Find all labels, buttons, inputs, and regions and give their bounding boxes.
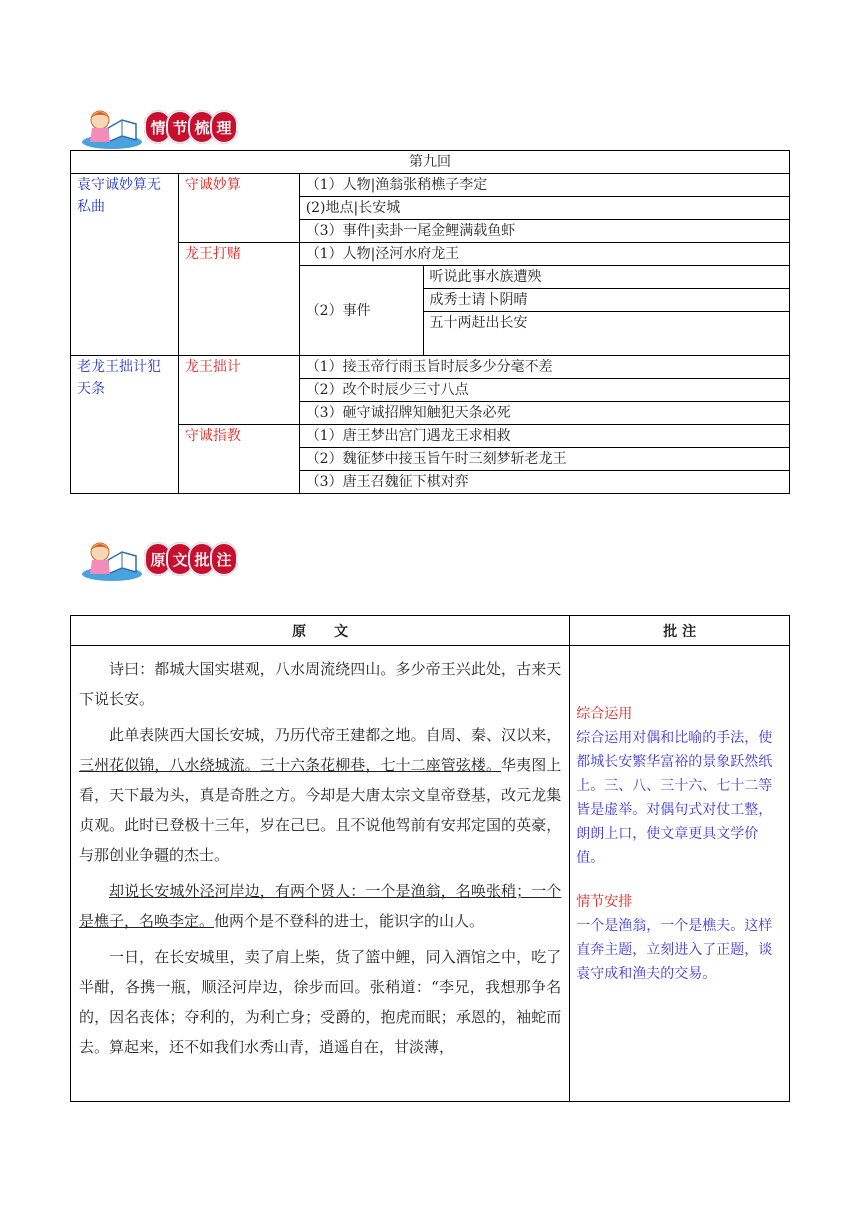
underlined-text: 却说长安城外泾河岸边，有两个贤人：一个是渔翁，名唤张稍；一个是樵子，名唤李定。: [79, 882, 562, 930]
header-char: 梳: [188, 110, 216, 144]
outline-item: （1）唐王梦出宫门遇龙王求相救: [299, 425, 789, 448]
text-paragraph: 诗曰：都城大国实堪观，八水周流绕四山。多少帝王兴此处，古来天下说长安。: [79, 660, 562, 708]
part-title: 袁守诚妙算无私曲: [71, 174, 179, 356]
header-char: 情: [144, 110, 172, 144]
reading-kid-icon: [78, 106, 148, 150]
header-char: 原: [144, 542, 172, 576]
header-char: 文: [166, 542, 194, 576]
event-item: 成秀士请卜阴晴: [424, 289, 789, 312]
outline-item: （3）砸守诚招牌知触犯天条必死: [299, 402, 789, 425]
section-header-plot: [78, 106, 258, 150]
annotation-cell: [570, 646, 790, 1102]
column-header-note: 批 注: [570, 616, 790, 646]
outline-item: （3）唐王召魏征下棋对弈: [299, 471, 789, 494]
note-title: 综合运用: [576, 706, 633, 722]
reading-kid-icon: [78, 538, 148, 582]
event-subcell: [423, 289, 789, 356]
original-text-cell: [71, 646, 570, 1102]
event-item: 五十两赶出长安: [429, 315, 528, 331]
original-text-annotation-table: [70, 615, 790, 1102]
plot-outline-table: [70, 150, 790, 494]
outline-item: （1）接玉帝行雨玉旨时辰多少分毫不差: [299, 356, 789, 379]
header-char: 注: [210, 542, 238, 576]
note-title: 情节安排: [576, 894, 633, 910]
group-title: 龙王拙计: [178, 356, 299, 425]
note-body: 一个是渔翁，一个是樵夫。这样直奔主题，立刻进入了正题，谈袁守成和渔夫的交易。: [576, 918, 773, 982]
event-label: （2）事件: [299, 266, 423, 356]
chapter-title: 第九回: [71, 151, 790, 174]
header-char: 批: [188, 542, 216, 576]
section-header-annotation: [78, 538, 258, 582]
outline-item: （1）人物|渔翁张稍樵子李定: [299, 174, 789, 197]
outline-item: (2)地点|长安城: [299, 197, 789, 220]
text-paragraph: 此单表陕西大国长安城，乃历代帝王建都之地。自周、秦、汉以来，三州花似锦，八水绕城流。三十六条花柳巷，七十二座管弦楼。华夷图上看，天下最为头，真是奇胜之方。今却是大唐太宗文皇帝登基，改元龙集贞观。此时已登极十三年，岁在己巳。且不说他驾前有安邦定国的英豪，与那创业争疆的杰士。: [79, 726, 562, 864]
outline-item: （2）改个时辰少三寸八点: [299, 379, 789, 402]
group-title: 龙王打赌: [178, 243, 299, 356]
text-paragraph: 却说长安城外泾河岸边，有两个贤人：一个是渔翁，名唤张稍；一个是樵子，名唤李定。他两个是不登科的进士，能识字的山人。: [79, 882, 562, 930]
header-char: 理: [210, 110, 238, 144]
outline-item: （1）人物|泾河水府龙王: [299, 243, 789, 266]
event-item: 听说此事水族遭殃: [423, 266, 789, 289]
outline-item: （3）事件|卖卦一尾金鲤满载鱼虾: [299, 220, 789, 243]
group-title: 守诚指教: [178, 425, 299, 494]
part-title: 老龙王拙计犯天条: [71, 356, 179, 494]
underlined-text: 三州花似锦，八水绕城流。三十六条花柳巷，七十二座管弦楼。: [79, 756, 502, 774]
group-title: 守诚妙算: [178, 174, 299, 243]
header-char: 节: [166, 110, 194, 144]
note-body: 综合运用对偶和比喻的手法，使都城长安繁华富裕的景象跃然纸上。三、八、三十六、七十二等皆是虚举。对偶句式对仗工整，朗朗上口，使文章更具文学价值。: [576, 730, 773, 866]
column-header-text: 原 文: [71, 616, 570, 646]
outline-item: （2）魏征梦中接玉旨午时三刻梦斩老龙王: [299, 448, 789, 471]
text-paragraph: 一日，在长安城里，卖了肩上柴，货了篮中鲤，同入酒馆之中，吃了半酣，各携一瓶，顺泾河岸边，徐步而回。张稍道：“李兄，我想那争名的，因名丧体；夺利的，为利亡身；受爵的，抱虎而眠；承恩的，袖蛇而去。算起来，还不如我们水秀山青，逍遥自在，甘淡薄，: [79, 948, 562, 1056]
